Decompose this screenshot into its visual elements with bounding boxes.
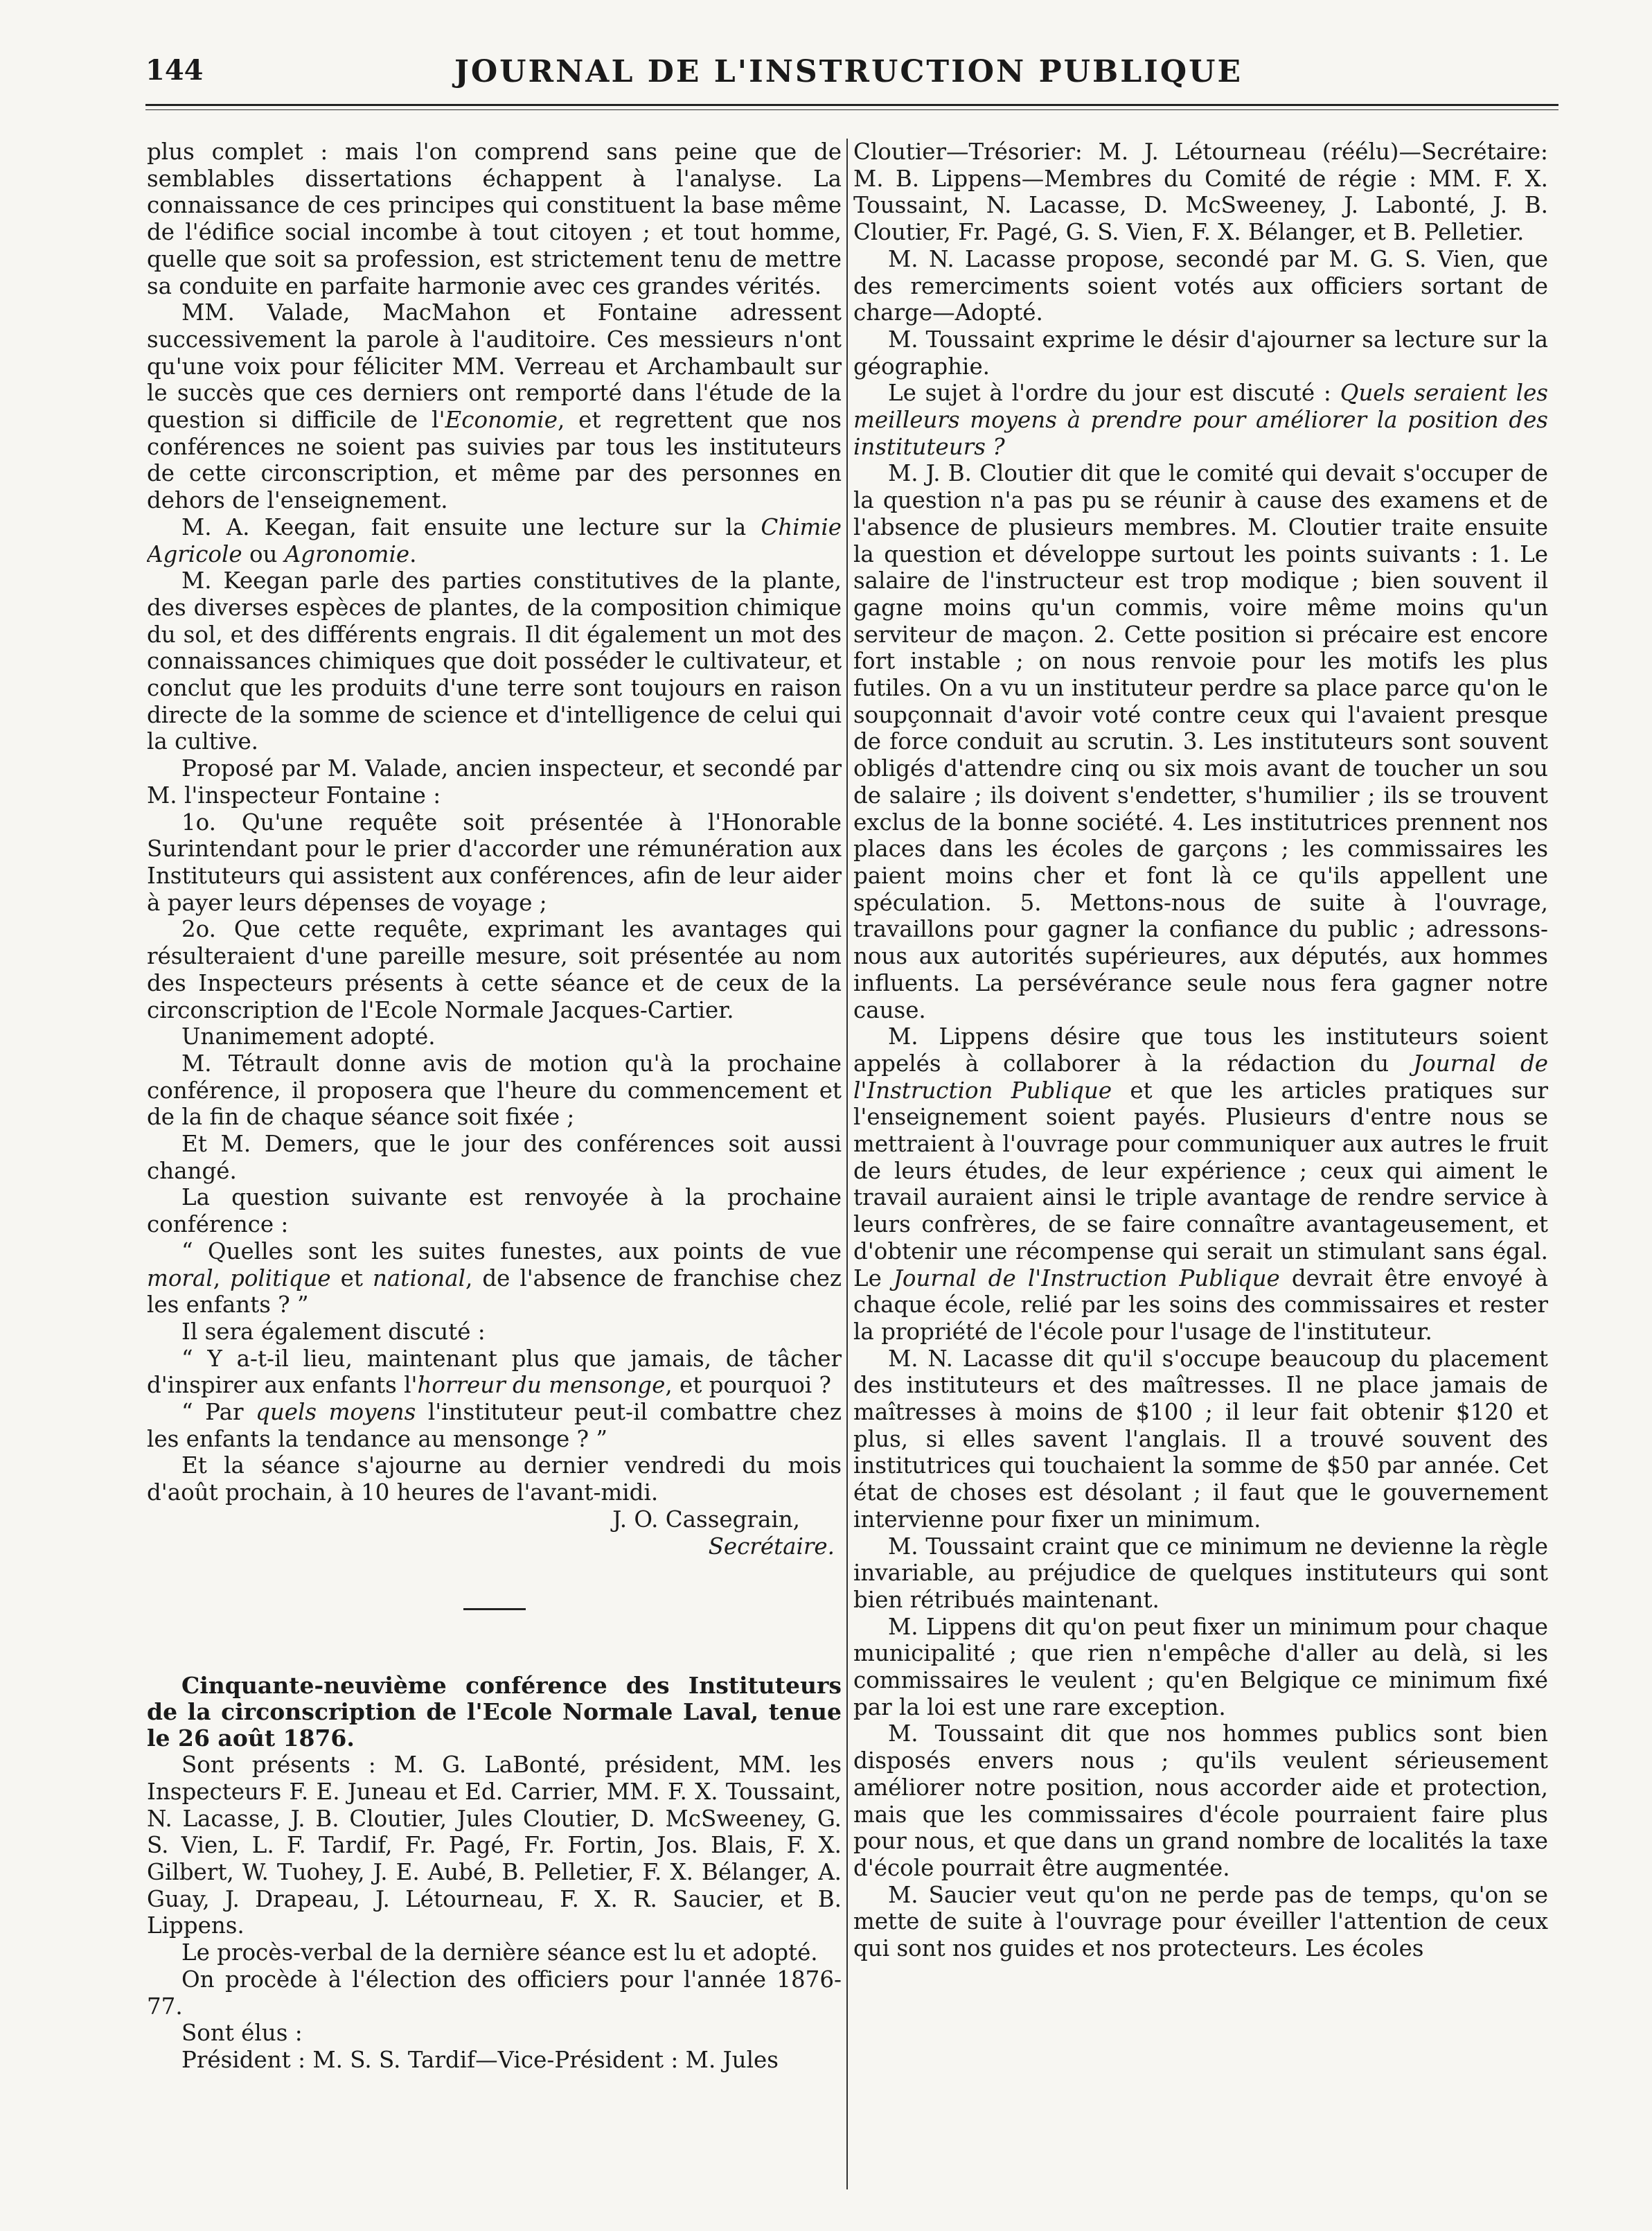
paragraph: Sont présents : M. G. LaBonté, président, MM. les Inspecteurs F. E. Juneau et Ed. Carrier, MM. F. X. Toussaint, N. Lacasse, J. B. Cloutier, Jules Cloutier, D. McSweeney, G. S. Vien, L. F. Tardif, Fr. Pagé, Fr. Fortin, Jos. Blais, F. X. Gilbert, W. Tuohey, J. E. Aubé, B. Pelletier, F. X. Bélanger, A. Guay, J. Drapeau, J. Létourneau, F. X. R. Saucier, et B. Lippens. bbox=[147, 1752, 842, 1939]
paragraph: Unanimement adopté. bbox=[181, 1023, 436, 1050]
paragraph: Sont élus : bbox=[181, 2020, 303, 2047]
paragraph: M. J. B. Cloutier dit que le comité qui devait s'occuper de la question n'a pas pu se réunir à cause des examens et de l'absence de plusieurs membres. M. Cloutier traite ensuite la question et développe surtout les points suivants : 1. Le salaire de l'instructeur est trop modique ; bien souvent il gagne moins qu'un commis, voire même moins qu'un serviteur de maçon. 2. Cette position si précaire est encore fort instable ; on nous renvoie pour les motifs les plus futiles. On a vu un instituteur perdre sa place parce qu'on le soupçonnait d'avoir voté contre ceux qui l'avaient presque de force conduit au scrutin. 3. Les instituteurs sont souvent obligés d'attendre cinq ou six mois avant de toucher un sou de salaire ; ils doivent s'endetter, s'humilier ; ils se trouvent exclus de la bonne société. 4. Les institutrices prennent nos places dans les écoles de garçons ; les commissaires les paient moins cher et font là ce qu'ils appellent une spéculation. 5. Mettons-nous de suite à l'ouvrage, travaillons pour gagner la confiance du public ; adressons-nous aux autorités supérieures, aux députés, aux hommes influents. La persévérance seule nous fera gagner notre cause. bbox=[853, 460, 1548, 1023]
paragraph: M. Saucier veut qu'on ne perde pas de temps, qu'on se mette de suite à l'ouvrage pour éveiller l'attention de ceux qui sont nos guides et nos protecteurs. Les écoles bbox=[853, 1881, 1548, 1962]
paragraph: On procède à l'élection des officiers pour l'année 1876-77. bbox=[147, 1966, 842, 2020]
page-header bbox=[145, 54, 1552, 96]
paragraph: La question suivante est renvoyée à la prochaine conférence : bbox=[147, 1184, 842, 1238]
paragraph: Le sujet à l'ordre du jour est discuté : Quels seraient les meilleurs moyens à prendre pour améliorer la position des instituteurs ? bbox=[853, 380, 1548, 460]
journal-title: JOURNAL DE L'INSTRUCTION PUBLIQUE bbox=[454, 54, 1243, 89]
paragraph: M. N. Lacasse dit qu'il s'occupe beaucoup du placement des instituteurs et des maîtresses. Il ne place jamais de maîtresses à moins de $100 ; il leur fait obtenir $120 et plus, si elles savent l'anglais. Il a trouvé souvent des institutrices qui touchaient la somme de $50 par année. Cet état de choses est désolant ; il faut que le gouvernement intervienne pour fixer un minimum. bbox=[853, 1345, 1548, 1533]
paragraph: M. A. Keegan, fait ensuite une lecture sur la Chimie Agricole ou Agronomie. bbox=[147, 513, 842, 567]
header-rule bbox=[145, 104, 1558, 110]
paragraph: M. Toussaint exprime le désir d'ajourner sa lecture sur la géographie. bbox=[853, 326, 1548, 380]
paragraph: Président : M. S. S. Tardif—Vice-Président : M. Jules bbox=[181, 2047, 779, 2073]
quoted-question: “ Par quels moyens l'instituteur peut-il combattre chez les enfants la tendance au mensonge ? ” bbox=[147, 1399, 842, 1452]
section-heading: Cinquante-neuvième conférence des Instituteurs de la circonscription de l'Ecole Normale Laval, tenue le 26 août 1876. bbox=[147, 1672, 842, 1752]
quoted-question: “ Y a-t-il lieu, maintenant plus que jamais, de tâcher d'inspirer aux enfants l'horreur du mensonge, et pourquoi ? bbox=[147, 1345, 842, 1399]
paragraph: M. Lippens dit qu'on peut fixer un minimum pour chaque municipalité ; que rien n'empêche d'aller au delà, si les commissaires le veulent ; qu'en Belgique ce minimum fixé par la loi est une rare exception. bbox=[853, 1613, 1548, 1720]
paragraph: M. N. Lacasse propose, secondé par M. G. S. Vien, que des remerciments soient votés aux officiers sortant de charge—Adopté. bbox=[853, 245, 1548, 326]
paragraph: M. Tétrault donne avis de motion qu'à la prochaine conférence, il proposera que l'heure du commencement et de la fin de chaque séance soit fixée ; bbox=[147, 1050, 842, 1131]
column-divider bbox=[846, 139, 848, 2189]
paragraph: M. Toussaint dit que nos hommes publics sont bien disposés envers nous ; qu'ils veulent sérieusement améliorer notre position, nous accorder aide et protection, mais que les commissaires d'école pourraient faire plus pour nous, et que dans un grand nombre de localités la taxe d'école pourrait être augmentée. bbox=[853, 1720, 1548, 1881]
signature: J. O. Cassegrain, bbox=[612, 1506, 800, 1533]
paragraph: 2o. Que cette requête, exprimant les avantages qui résulteraient d'une pareille mesure, soit présentée au nom des Inspecteurs présents à cette séance et de ceux de la circonscription de l'Ecole Normale Jacques-Cartier. bbox=[147, 916, 842, 1023]
paragraph: MM. Valade, MacMahon et Fontaine adressent successivement la parole à l'auditoire. Ces messieurs n'ont qu'une voix pour féliciter MM. Verreau et Archambault sur le succès que ces derniers ont remporté dans l'étude de la question si difficile de l'Economie, et regrettent que nos conférences ne soient pas suivies par tous les instituteurs de cette circonscription, et même par des personnes en dehors de l'enseignement. bbox=[147, 299, 842, 514]
section-divider bbox=[463, 1608, 526, 1610]
paragraph: 1o. Qu'une requête soit présentée à l'Honorable Surintendant pour le prier d'accorder une rémunération aux Instituteurs qui assistent aux conférences, afin de leur aider à payer leurs dépenses de voyage ; bbox=[147, 809, 842, 916]
paragraph: M. Lippens désire que tous les instituteurs soient appelés à collaborer à la rédaction du Journal de l'Instruction Publique et que les articles pratiques sur l'enseignement soient payés. Plusieurs d'entre nous se mettraient à l'ouvrage pour communiquer aux autres le fruit de leurs études, de leur expérience ; ceux qui aiment le travail auraient ainsi le triple avantage de rendre service à leurs confrères, de se faire connaître avantageusement, et d'obtenir une récompense qui serait un stimulant sans égal. Le Journal de l'Instruction Publique devrait être envoyé à chaque école, relié par les soins des commissaires et rester la propriété de l'école pour l'usage de l'instituteur. bbox=[853, 1023, 1548, 1345]
paragraph: Et la séance s'ajourne au dernier vendredi du mois d'août prochain, à 10 heures de l'avant-midi. bbox=[147, 1452, 842, 1506]
paragraph: M. Toussaint craint que ce minimum ne devienne la règle invariable, au préjudice de quelques instituteurs qui sont bien rétribués maintenant. bbox=[853, 1533, 1548, 1613]
paragraph: Le procès-verbal de la dernière séance est lu et adopté. bbox=[181, 1939, 818, 1966]
paragraph: Il sera également discuté : bbox=[181, 1318, 486, 1345]
quoted-question: “ Quelles sont les suites funestes, aux points de vue moral, politique et national, de l'absence de franchise chez les enfants ? ” bbox=[147, 1237, 842, 1319]
paragraph: Cloutier—Trésorier: M. J. Létourneau (réélu)—Secrétaire: M. B. Lippens—Membres du Comité de régie : MM. F. X. Toussaint, N. Lacasse, D. McSweeney, J. Labonté, J. B. Cloutier, Fr. Pagé, G. S. Vien, F. X. Bélanger, et B. Pelletier. bbox=[853, 139, 1548, 246]
paragraph: Proposé par M. Valade, ancien inspecteur, et secondé par M. l'inspecteur Fontaine : bbox=[147, 755, 842, 809]
paragraph: Et M. Demers, que le jour des conférences soit aussi changé. bbox=[147, 1131, 842, 1184]
page-number: 144 bbox=[145, 54, 204, 87]
paragraph: M. Keegan parle des parties constitutives de la plante, des diverses espèces de plantes, de la composition chimique du sol, et des différents engrais. Il dit également un mot des connaissances chimiques que doit posséder le cultivateur, et conclut que les produits d'une terre sont toujours en raison directe de la somme de science et d'intelligence de celui qui la cultive. bbox=[147, 567, 842, 755]
left-column bbox=[147, 139, 842, 2189]
right-column bbox=[853, 139, 1548, 2189]
signature-role: Secrétaire. bbox=[708, 1533, 835, 1560]
paragraph: plus complet : mais l'on comprend sans peine que de semblables dissertations échappent à l'analyse. La connaissance de ces principes qui constituent la base même de l'édifice social incombe à tout citoyen ; et tout homme, quelle que soit sa profession, est strictement tenu de mettre sa conduite en parfaite harmonie avec ces grandes vérités. bbox=[147, 139, 842, 299]
